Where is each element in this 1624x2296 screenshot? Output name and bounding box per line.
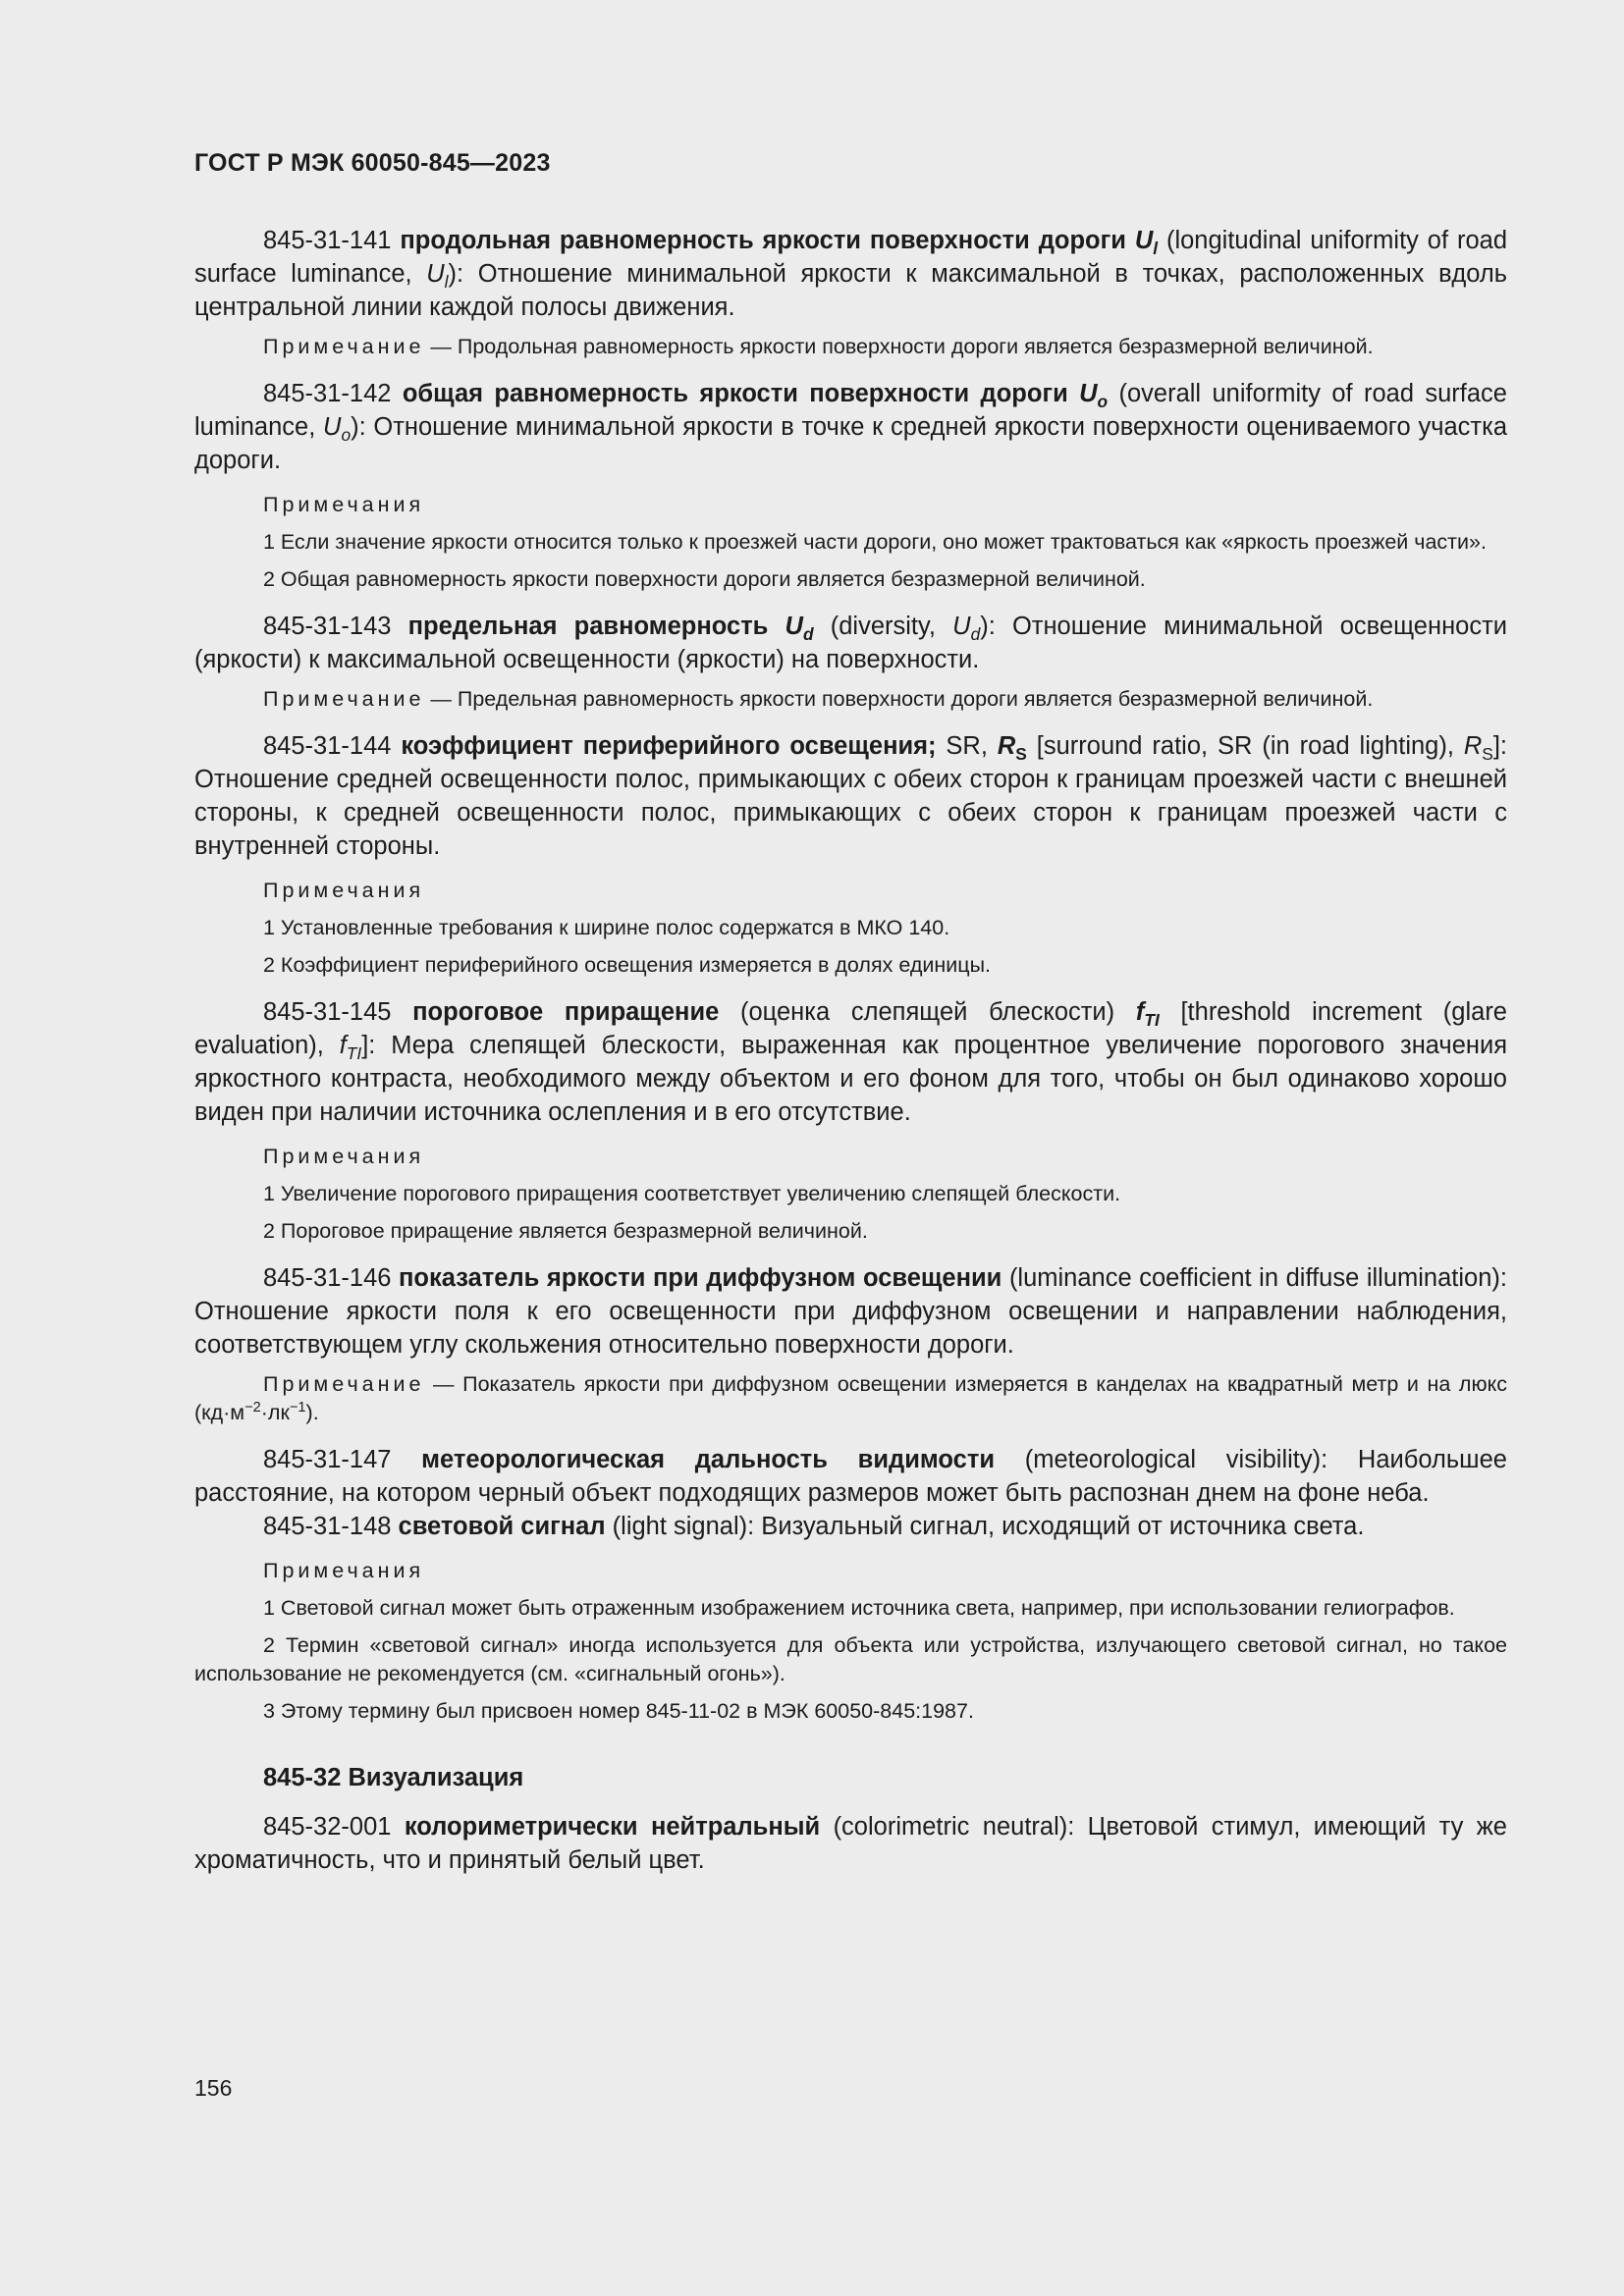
term-english: (overall uniformity of road surface luminance,	[194, 380, 1507, 441]
term-number: 845-31-144	[263, 732, 402, 760]
term-845-31-148	[194, 1510, 1507, 1543]
term-845-31-145: 845-31-145 пороговое приращение (оценка слепящей блескости) $f_{TI}$ [threshold increment (glare evaluation), $f_{TI}$]: Мера слепящей блескости, выраженная как процентное увеличение порогового значения яркостного контраста, необходимого между объектом и его фоном для того, чтобы он был одинаково хорошо виден при наличии источника ослепления и в его отсутствие.	[194, 998, 1508, 1126]
term-english: (luminance coefficient in diffuse illumination)	[1001, 1264, 1500, 1292]
term-title: предельная равномерность	[407, 613, 785, 640]
term-definition: ): Отношение минимальной яркости к максимальной в точках, расположенных вдоль центральной линии каждой полосы движения.	[194, 260, 1507, 321]
note	[194, 685, 1507, 714]
note-text: — Показатель яркости при диффузном освещении измеряется в канделах на квадратный метр и на люкс (кд·м	[194, 1372, 1507, 1424]
term-845-31-141: 845-31-141 продольная равномерность яркости поверхности дороги $U_l$ (longitudinal uniformity of road surface luminance, $U_l$): Отношение минимальной яркости к максимальной в точках, расположенных вдоль центральной линии каждой полосы движения.	[194, 227, 1508, 321]
term-number: 845-31-148	[263, 1513, 399, 1540]
term-845-31-146	[194, 1261, 1507, 1362]
section-heading-845-32: 845-32 Визуализация	[263, 1764, 524, 1791]
term-definition: : Визуальный сигнал, исходящий от источника света.	[747, 1513, 1365, 1540]
page-header: ГОСТ Р МЭК 60050-845—2023	[194, 149, 551, 177]
notes-heading: Примечания	[263, 1145, 425, 1168]
term-definition: ): Отношение минимальной освещенности (яркости) к максимальной освещенности (яркости) на поверхности.	[194, 613, 1508, 673]
term-title: метеорологическая дальность видимости	[421, 1446, 996, 1473]
term-russian-qualifier: (оценка слепящей блескости)	[719, 998, 1136, 1026]
term-number: 845-31-146	[263, 1264, 400, 1292]
note-item: 2 Термин «световой сигнал» иногда используется для объекта или устройства, излучающего световой сигнал, но такое использование не рекомендуется (см. «сигнальный огонь»).	[194, 1633, 1507, 1685]
term-definition: : Цветовой стимул, имеющий ту же хроматичность, что и принятый белый цвет.	[194, 1813, 1507, 1874]
note-label: Примечание	[263, 687, 425, 711]
term-symbol: U	[785, 613, 803, 640]
term-english: (colorimetric neutral)	[820, 1813, 1068, 1841]
term-definition: ): Отношение минимальной яркости в точке к средней яркости поверхности оцениваемого участка дороги.	[194, 413, 1507, 474]
term-definition: : Отношение яркости поля к его освещенности при диффузном освещении и направлении наблюдения, соответствующем углу скольжения относительно поверхности дороги.	[194, 1264, 1507, 1359]
note-item: 2 Коэффициент периферийного освещения измеряется в долях единицы.	[263, 953, 991, 977]
term-english: (longitudinal uniformity of road surface luminance,	[194, 227, 1508, 288]
note-item: 1 Установленные требования к ширине полос содержатся в МКО 140.	[263, 916, 950, 939]
note: Примечание — Показатель яркости при диффузном освещении измеряется в канделах на квадратный метр и на люкс $(кд\cdot м^{-2}\cdot лк^{-1})$.	[194, 1372, 1507, 1424]
term-title: показатель яркости при диффузном освещении	[399, 1264, 1002, 1292]
term-number: 845-31-141	[263, 227, 401, 254]
document-body	[194, 224, 1507, 1877]
term-title: продольная равномерность яркости поверхности дороги	[400, 227, 1135, 254]
term-845-31-143: 845-31-143 предельная равномерность $U_d$ (diversity, $U_d$): Отношение минимальной освещенности (яркости) к максимальной освещенности (яркости) на поверхности.	[194, 613, 1508, 673]
term-number: 845-32-001	[263, 1813, 405, 1841]
note-label: Примечание	[263, 1372, 425, 1396]
term-number: 845-31-143	[263, 613, 408, 640]
term-definition: ]: Мера слепящей блескости, выраженная как процентное увеличение порогового значения яркостного контраста, необходимого между объектом и его фоном для того, чтобы он был одинаково хорошо виден при наличии источника ослепления и в его отсутствие.	[194, 1032, 1508, 1126]
term-english: (diversity,	[813, 613, 953, 640]
note-item: 2 Пороговое приращение является безразмерной величиной.	[263, 1219, 868, 1243]
term-english: [threshold increment (glare evaluation),	[194, 998, 1507, 1059]
term-title: световой сигнал	[398, 1513, 606, 1540]
page-number: 156	[194, 2075, 233, 2101]
term-definition: : Наибольшее расстояние, на котором черный объект подходящих размеров может быть распознан днем на фоне неба.	[194, 1446, 1507, 1507]
term-symbol: R	[997, 732, 1016, 760]
term-english: (meteorological visibility)	[995, 1446, 1322, 1473]
note-item: 1 Увеличение порогового приращения соответствует увеличению слепящей блескости.	[263, 1182, 1121, 1205]
notes-heading: Примечания	[263, 493, 425, 516]
note-item: 1 Световой сигнал может быть отраженным изображением источника света, например, при использовании гелиографов.	[263, 1596, 1455, 1620]
term-title: общая равномерность яркости поверхности дороги	[402, 380, 1080, 407]
term-845-31-144: 845-31-144 коэффициент периферийного освещения; SR, $R_S$ [surround ratio, SR (in road lighting), $R_S$]: Отношение средней освещенности полос, примыкающих с обеих сторон к границам проезжей части с внешней стороны, к средней освещенности полос, примыкающих с обеих сторон к границам проезжей части с внутренней стороны.	[194, 732, 1507, 860]
term-title: коэффициент периферийного освещения;	[401, 732, 937, 760]
note-item: 3 Этому термину был присвоен номер 845-11-02 в МЭК 60050-845:1987.	[263, 1699, 974, 1723]
term-title: колориметрически нейтральный	[404, 1813, 821, 1841]
term-abbreviation: SR,	[936, 732, 998, 760]
note-text: — Продольная равномерность яркости поверхности дороги является безразмерной величиной.	[424, 335, 1374, 358]
term-845-31-142: 845-31-142 общая равномерность яркости поверхности дороги $U_o$ (overall uniformity of road surface luminance, $U_o$): Отношение минимальной яркости в точке к средней яркости поверхности оцениваемого участка дороги.	[194, 380, 1507, 474]
term-symbol: f	[1135, 998, 1145, 1026]
term-english: (light signal)	[605, 1513, 748, 1540]
term-symbol: U	[1079, 380, 1098, 407]
term-definition: ]: Отношение средней освещенности полос, примыкающих с обеих сторон к границам проезжей части с внешней стороны, к средней освещенности полос, примыкающих с обеих сторон к границам проезжей части с внутренней стороны.	[194, 732, 1507, 860]
note-label: Примечание	[263, 335, 425, 358]
note-item: 2 Общая равномерность яркости поверхности дороги является безразмерной величиной.	[263, 567, 1146, 591]
note-text: — Предельная равномерность яркости поверхности дороги является безразмерной величиной.	[424, 687, 1374, 711]
term-number: 845-31-145	[263, 998, 413, 1026]
notes-heading: Примечания	[263, 879, 425, 902]
term-english: [surround ratio, SR (in road lighting),	[1026, 732, 1464, 760]
term-number: 845-31-147	[263, 1446, 422, 1473]
notes-heading: Примечания	[263, 1559, 425, 1582]
note	[194, 333, 1507, 361]
term-symbol: U	[1134, 227, 1154, 254]
term-number: 845-31-142	[263, 380, 403, 407]
note-item: 1 Если значение яркости относится только к проезжей части дороги, оно может трактоваться как «яркость проезжей части».	[263, 530, 1487, 554]
term-845-31-147	[194, 1443, 1507, 1510]
term-title: пороговое приращение	[412, 998, 720, 1026]
term-845-32-001	[194, 1810, 1507, 1877]
